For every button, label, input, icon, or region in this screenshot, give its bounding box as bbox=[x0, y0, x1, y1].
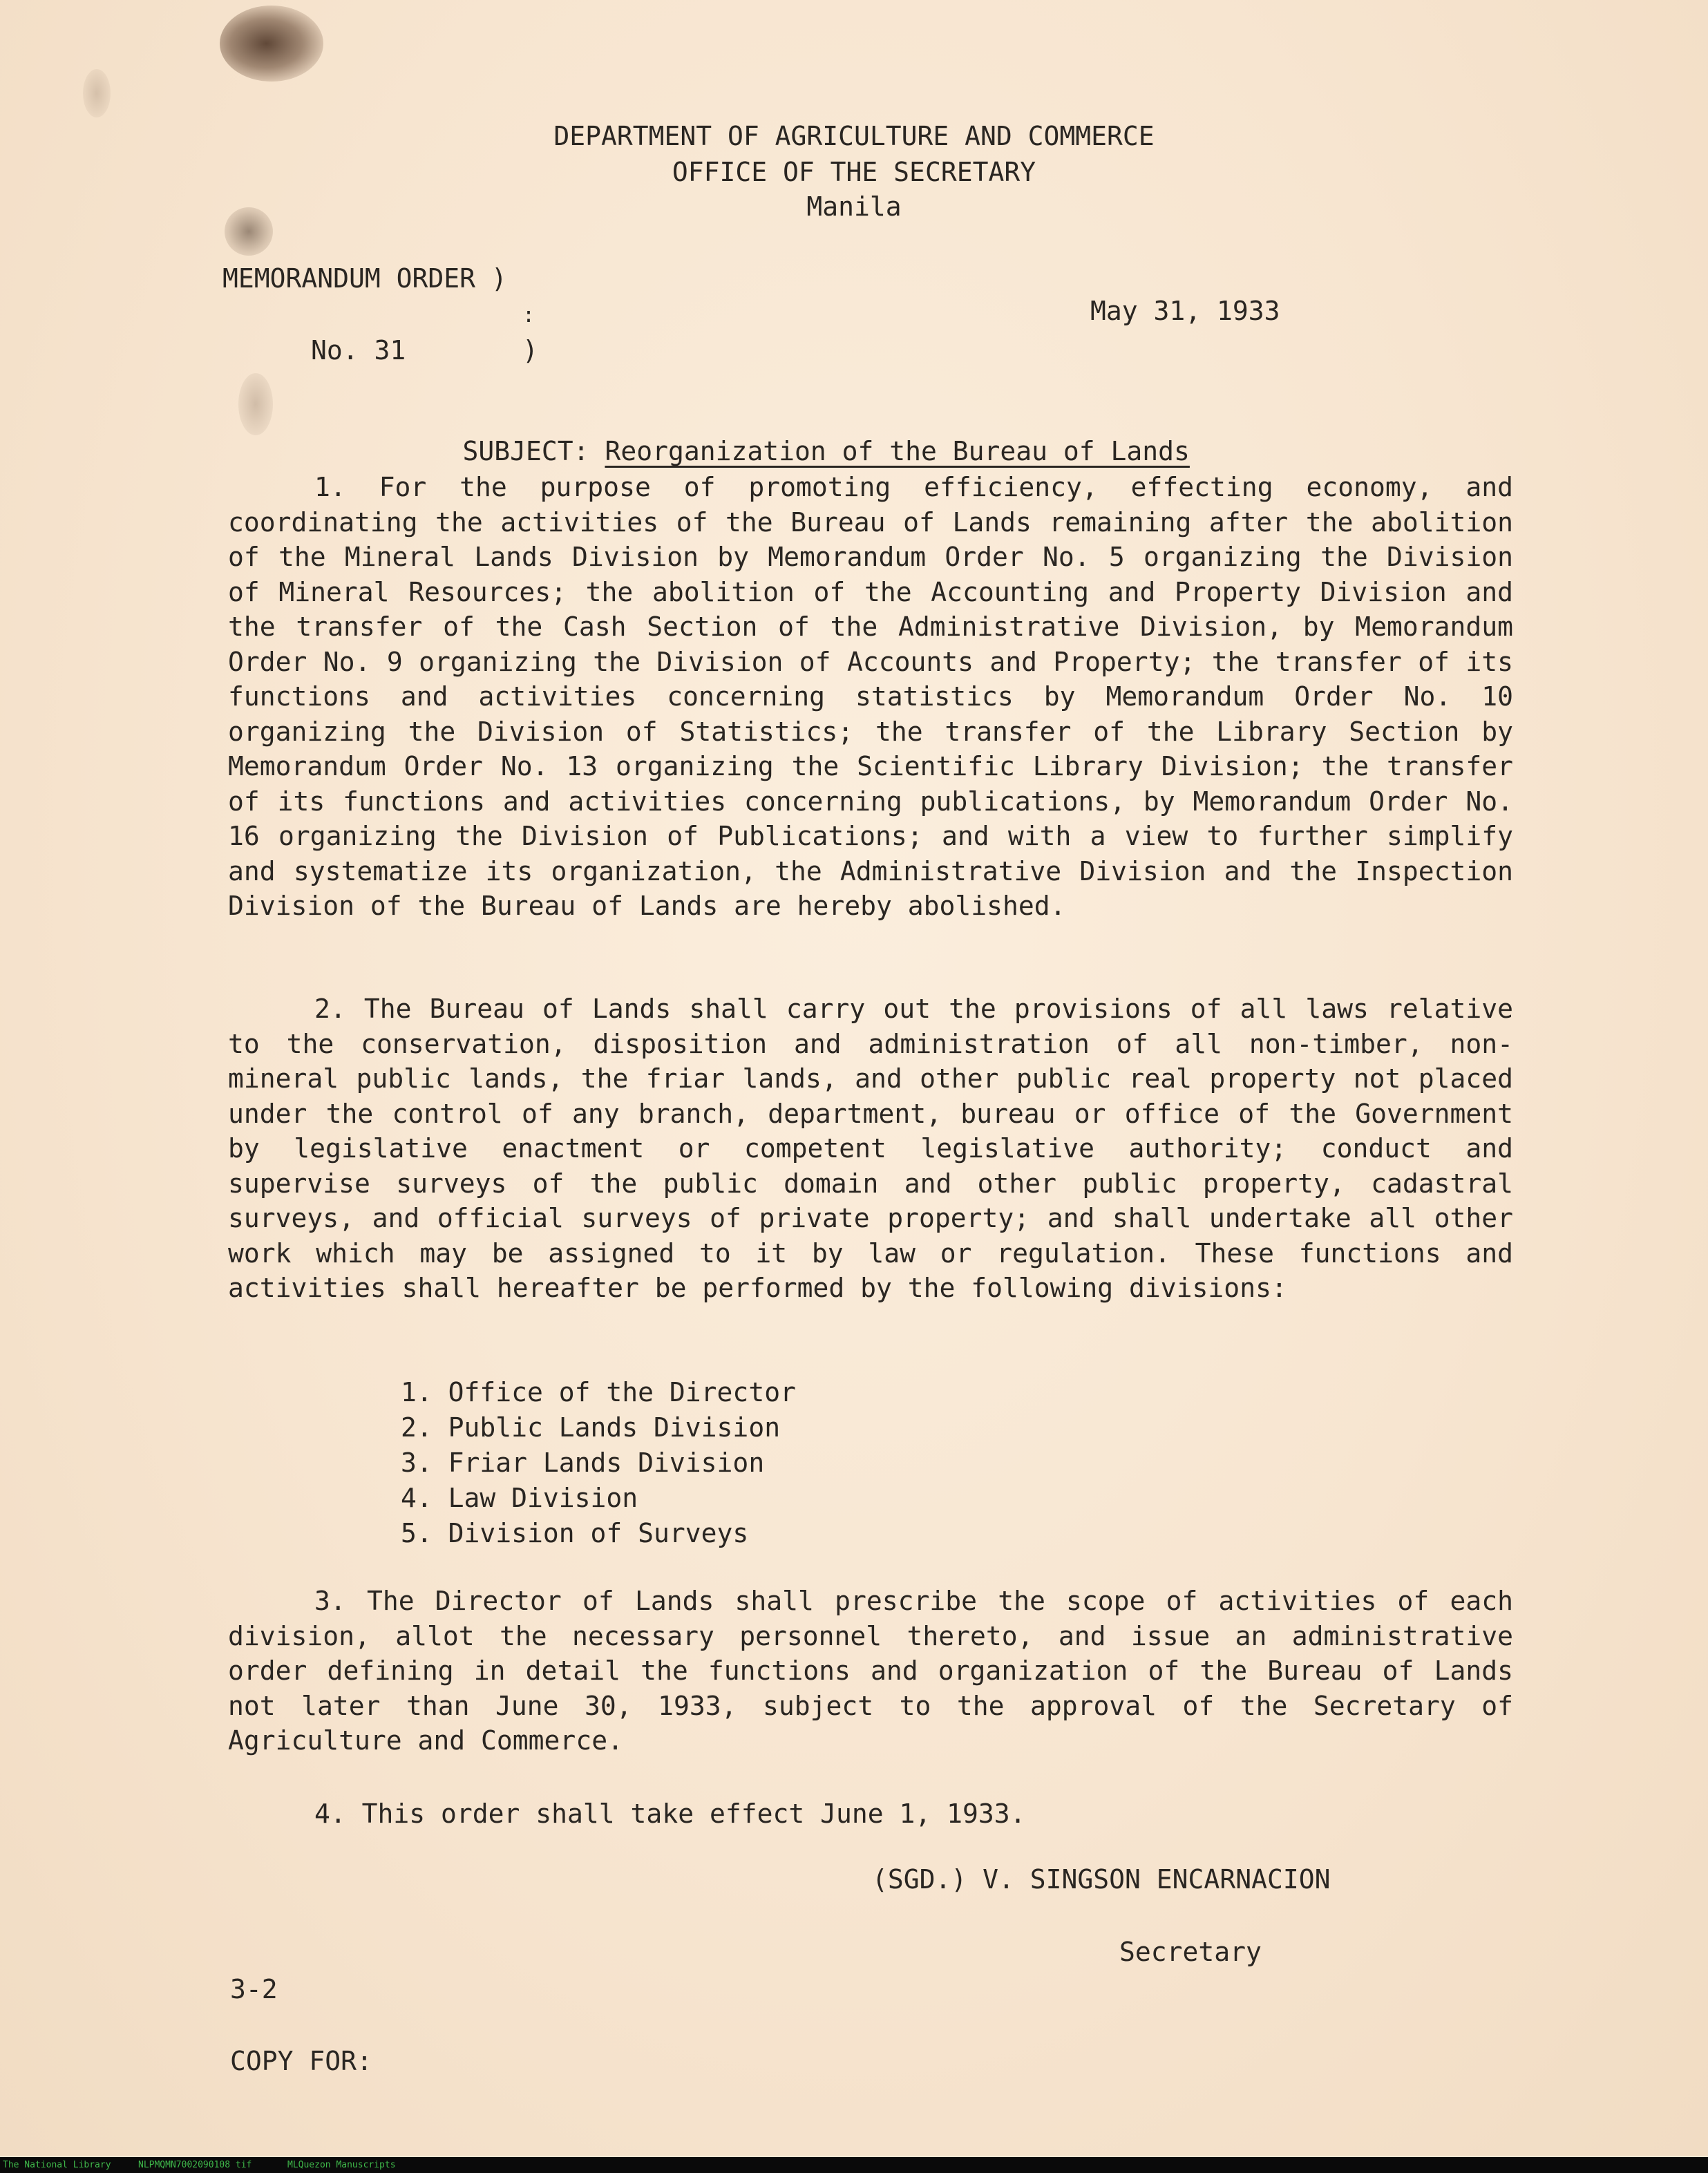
subject-text: Reorganization of the Bureau of Lands bbox=[605, 436, 1190, 466]
department-heading: DEPARTMENT OF AGRICULTURE AND COMMERCE bbox=[553, 121, 1155, 151]
memo-date: May 31, 1933 bbox=[1090, 296, 1280, 326]
signature-title: Secretary bbox=[1119, 1937, 1262, 1967]
office-heading: OFFICE OF THE SECRETARY bbox=[672, 157, 1036, 187]
subject-label: SUBJECT: bbox=[462, 436, 589, 466]
page-reference: 3-2 bbox=[230, 1974, 278, 2004]
paragraph-2-text: 2. The Bureau of Lands shall carry out the provisions of all laws relative to the conservation, disposition and administration of all non-timber, non-mineral public lands, the friar lands, and other public real property not placed under the control of any branch, department, bureau or office of the Government by legislative enactment or competent legislative authority; conduct and supervise surveys of the public domain and other public property, cadastral surveys, and official surveys of private property; and shall undertake all other work which may be assigned to it by law or regulation. These functions and activities shall hereafter be performed by the following divisions: bbox=[228, 994, 1513, 1303]
ink-stain bbox=[220, 6, 323, 82]
division-item: 4. Law Division bbox=[401, 1483, 638, 1513]
divisions-list bbox=[401, 1375, 796, 1551]
colon-mark: : bbox=[522, 303, 535, 328]
paragraph-1-text: 1. For the purpose of promoting efficiency, effecting economy, and coordinating the activities of the Bureau of Lands remaining after the abolition of the Mineral Lands Division by Memorandum Order No. 5 organizing the Division of Mineral Resources; the abolition of the Accounting and Property Division and the transfer of the Cash Section of the Administrative Division, by Memorandum Order No. 9 organizing the Division of Accounts and Property; the transfer of its functions and activities concerning statistics by Memorandum Order No. 10 organizing the Division of Statistics; the transfer of the Library Section by Memorandum Order No. 13 organizing the Scientific Library Division; the transfer of its functions and activities concerning publications, by Memorandum Order No. 16 organizing the Division of Publications; and with a view to further simplify and systematize its organization, the Administrative Division and the Inspection Division of the Bureau of Lands are hereby abolished. bbox=[228, 472, 1513, 921]
memorandum-order-label: MEMORANDUM ORDER ) bbox=[222, 263, 507, 294]
ink-stain bbox=[83, 69, 111, 117]
paragraph-2 bbox=[228, 991, 1513, 1306]
paragraph-3-text: 3. The Director of Lands shall prescribe the scope of activities of each division, allot the necessary personnel thereto, and issue an administrative order defining in detail the functions and organization of the Bureau of Lands not later than June 30, 1933, subject to the approval of the Secretary of Agriculture and Commerce. bbox=[228, 1586, 1513, 1756]
paragraph-3 bbox=[228, 1584, 1513, 1758]
footer-collection: MLQuezon Manuscripts bbox=[287, 2160, 396, 2170]
footer-image-code: NLPMQMN7002090108 tif bbox=[138, 2160, 252, 2170]
division-item: 5. Division of Surveys bbox=[401, 1518, 749, 1548]
city-heading: Manila bbox=[806, 191, 902, 222]
paren-close: ) bbox=[522, 335, 538, 366]
signature-name: (SGD.) V. SINGSON ENCARNACION bbox=[872, 1864, 1331, 1895]
division-item: 1. Office of the Director bbox=[401, 1377, 796, 1407]
footer-library: The National Library bbox=[3, 2160, 111, 2170]
copy-for-label: COPY FOR: bbox=[230, 2046, 372, 2076]
ink-stain bbox=[238, 373, 273, 435]
division-item: 3. Friar Lands Division bbox=[401, 1448, 765, 1478]
division-item: 2. Public Lands Division bbox=[401, 1412, 781, 1443]
archive-footer-bar bbox=[0, 2157, 1708, 2173]
paragraph-1 bbox=[228, 470, 1513, 924]
memo-number: No. 31 bbox=[311, 335, 406, 366]
paragraph-4-text: 4. This order shall take effect June 1, 1933. bbox=[314, 1799, 1026, 1829]
